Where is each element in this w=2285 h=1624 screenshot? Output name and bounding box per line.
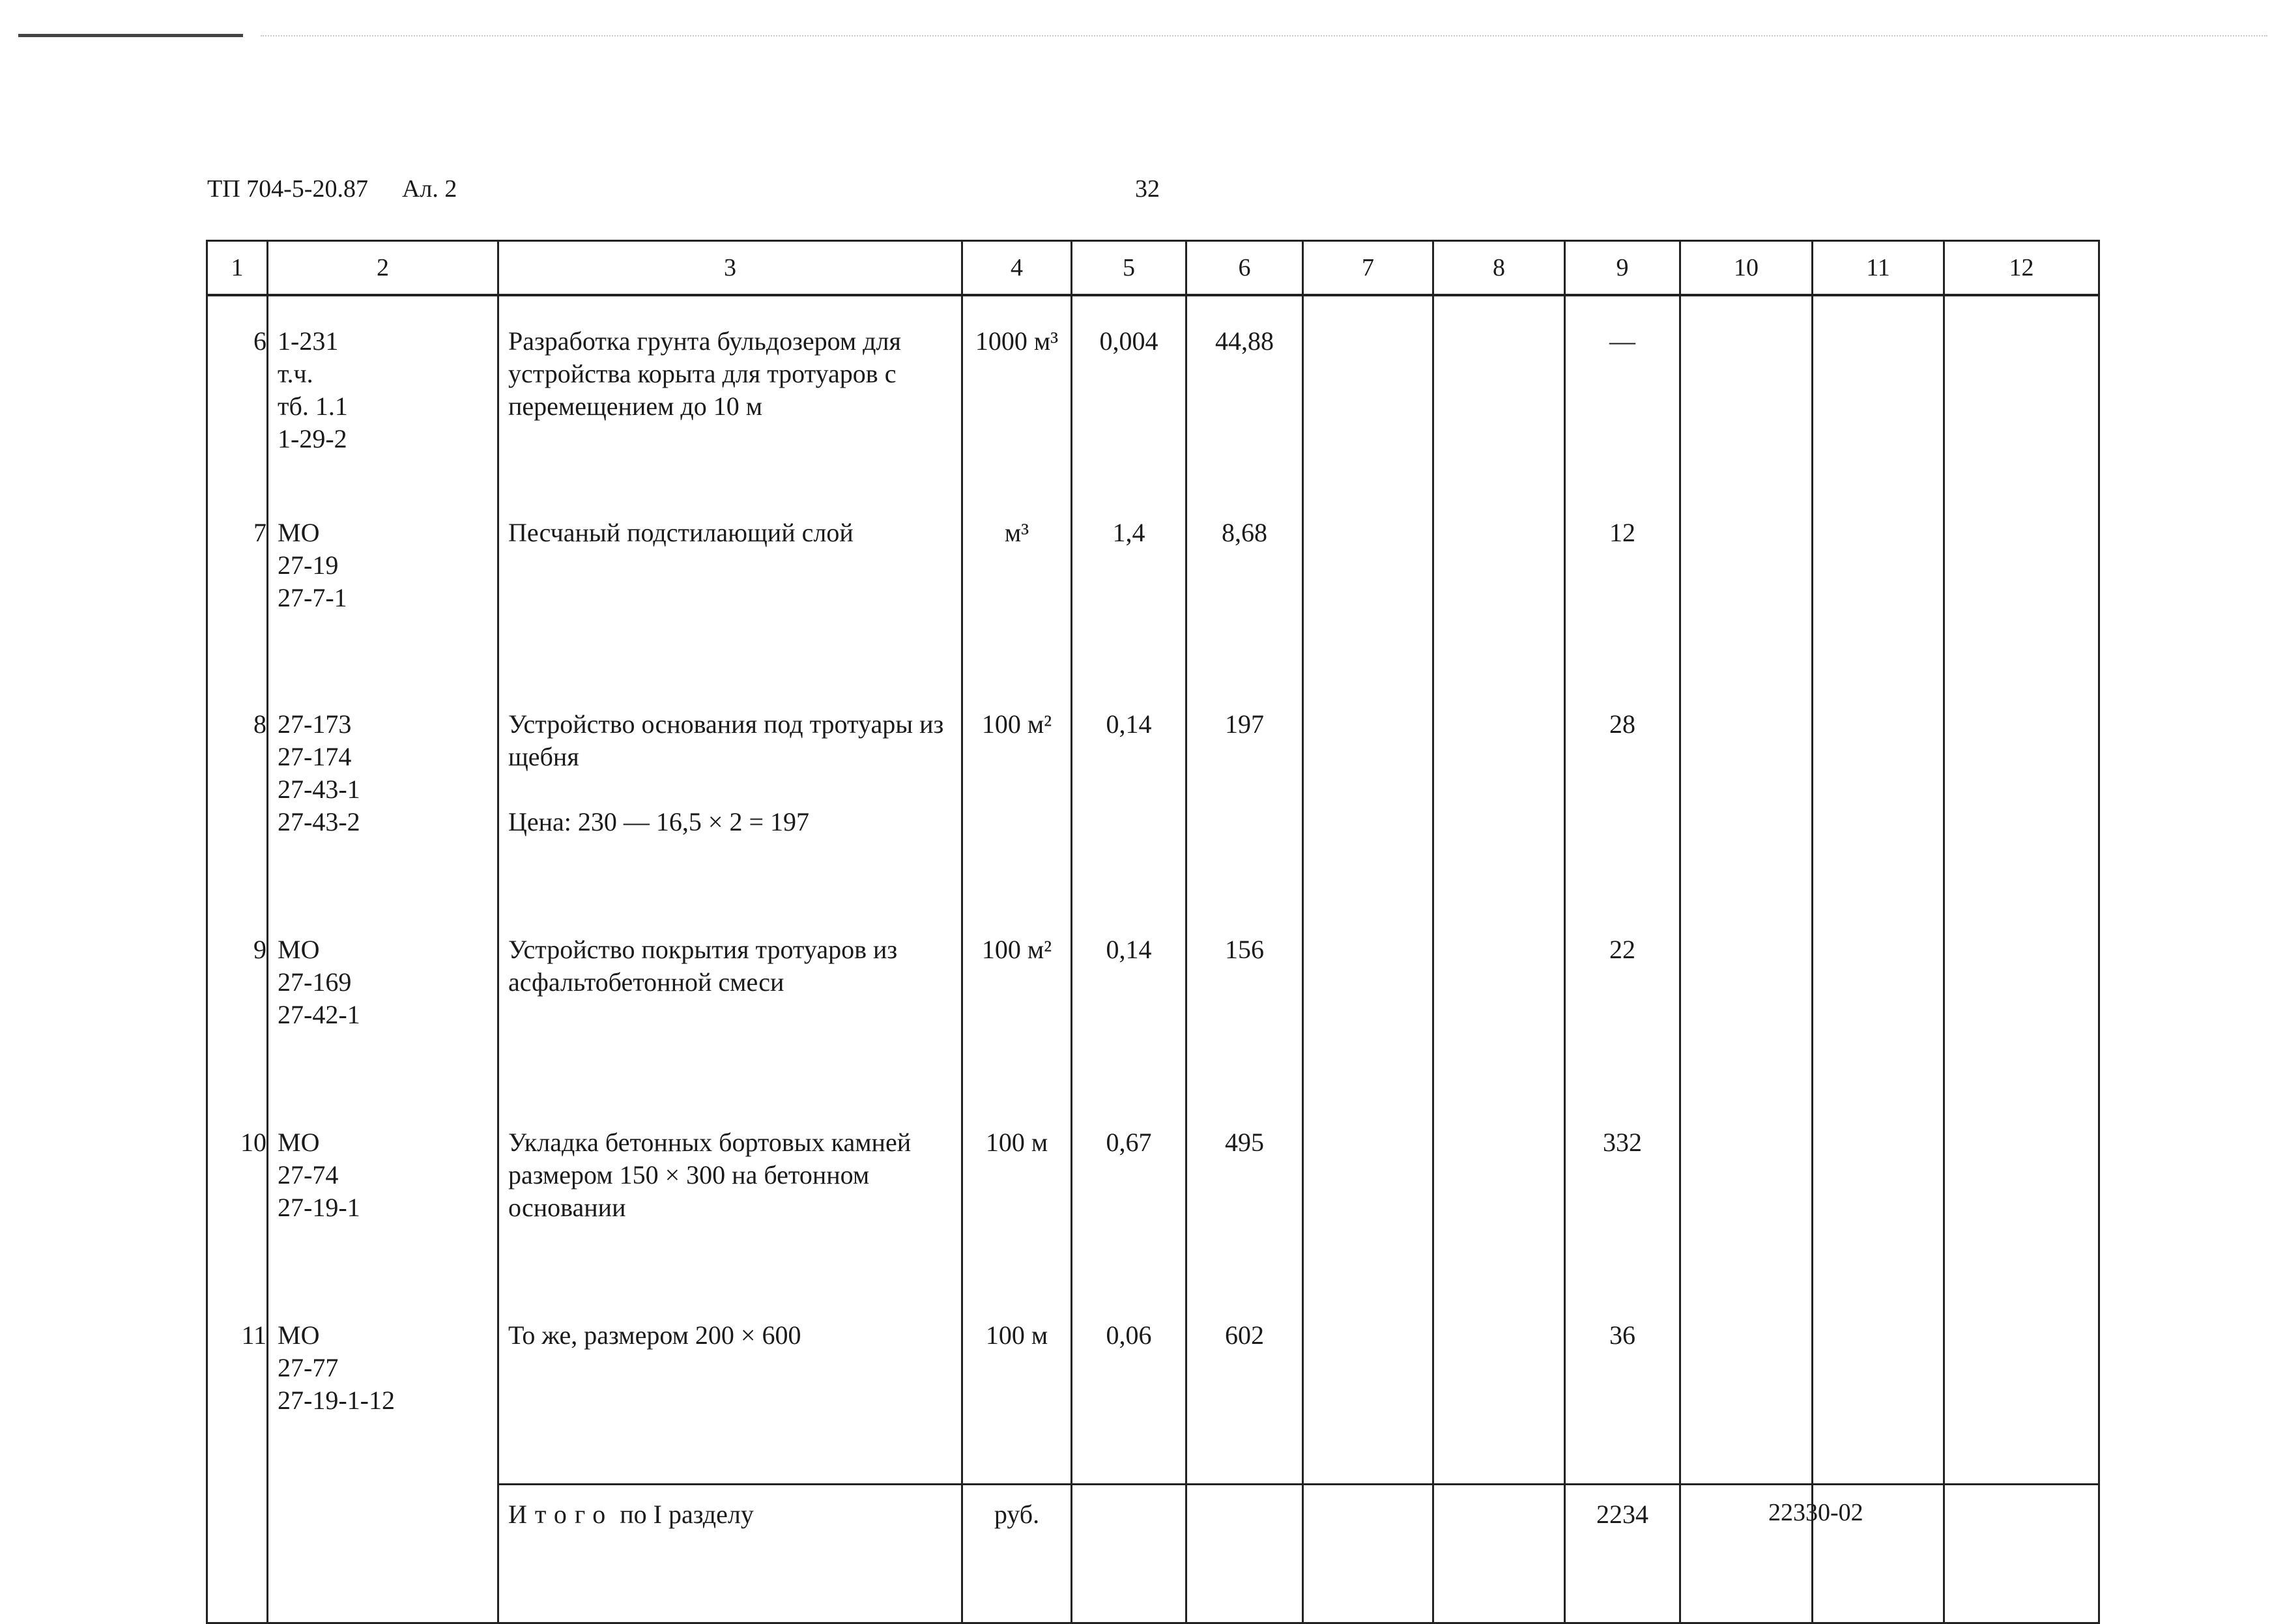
total-col12 <box>1944 1485 2099 1623</box>
row-description-text: Устройство покрытия тротуаров из асфальтобетонной смеси <box>508 935 898 997</box>
row-unit: 100 м <box>962 1290 1072 1485</box>
row-col7 <box>1303 488 1433 679</box>
total-label-rest: по I разделу <box>620 1500 754 1529</box>
row-description <box>498 488 962 679</box>
row-description <box>498 1098 962 1290</box>
total-unit: руб. <box>962 1485 1072 1623</box>
row-description <box>498 1290 962 1485</box>
row-col9: 28 <box>1565 679 1680 905</box>
row-col11 <box>1813 679 1944 905</box>
row-col12 <box>1944 488 2099 679</box>
row-col10 <box>1680 295 1813 488</box>
document-header <box>207 175 491 203</box>
total-sum: 2234 <box>1565 1485 1680 1623</box>
row-col12 <box>1944 905 2099 1098</box>
row-number: 6 <box>207 295 268 488</box>
col-number-2: 2 <box>268 241 498 296</box>
row-unit: 100 м <box>962 1098 1072 1290</box>
row-price: 197 <box>1186 679 1303 905</box>
total-col8 <box>1433 1485 1565 1623</box>
table-row <box>207 679 2099 905</box>
table-row <box>207 905 2099 1098</box>
row-col8 <box>1433 679 1565 905</box>
row-col11 <box>1813 488 1944 679</box>
row-code: 1-231 т.ч. тб. 1.1 1-29-2 <box>268 295 498 488</box>
row-col10 <box>1680 905 1813 1098</box>
row-description <box>498 905 962 1098</box>
total-col6 <box>1186 1485 1303 1623</box>
col-number-5: 5 <box>1072 241 1186 296</box>
row-description-text: Разработка грунта бульдозером для устройства корыта для тротуаров с перемещением до 10 м <box>508 326 901 421</box>
row-price: 156 <box>1186 905 1303 1098</box>
col-number-11: 11 <box>1813 241 1944 296</box>
col-number-8: 8 <box>1433 241 1565 296</box>
row-number: 7 <box>207 488 268 679</box>
doc-code: ТП 704-5-20.87 <box>207 175 368 203</box>
row-col11 <box>1813 905 1944 1098</box>
total-col5 <box>1072 1485 1186 1623</box>
row-number: 10 <box>207 1098 268 1290</box>
scan-artifact-dots <box>261 35 2267 36</box>
row-col8 <box>1433 295 1565 488</box>
row-quantity: 0,004 <box>1072 295 1186 488</box>
row-description-text: Укладка бетонных бортовых камней размером 150 × 300 на бетонном основании <box>508 1128 912 1222</box>
row-price: 495 <box>1186 1098 1303 1290</box>
row-price: 44,88 <box>1186 295 1303 488</box>
row-unit: м³ <box>962 488 1072 679</box>
row-description-text: Песчаный подстилающий слой <box>508 518 854 547</box>
row-price: 8,68 <box>1186 488 1303 679</box>
row-quantity: 0,14 <box>1072 905 1186 1098</box>
row-number: 11 <box>207 1290 268 1485</box>
total-label <box>498 1485 962 1623</box>
row-col10 <box>1680 1098 1813 1290</box>
col-number-9: 9 <box>1565 241 1680 296</box>
row-quantity: 0,14 <box>1072 679 1186 905</box>
row-col11 <box>1813 295 1944 488</box>
row-code: МО 27-19 27-7-1 <box>268 488 498 679</box>
row-unit: 100 м² <box>962 905 1072 1098</box>
album-label: Ал. 2 <box>401 175 457 203</box>
row-quantity: 1,4 <box>1072 488 1186 679</box>
row-description-text: Устройство основания под тротуары из щебня <box>508 709 944 771</box>
table-row <box>207 1098 2099 1290</box>
row-col12 <box>1944 1290 2099 1485</box>
total-empty-num <box>207 1485 268 1623</box>
row-col11 <box>1813 1098 1944 1290</box>
row-col9: 22 <box>1565 905 1680 1098</box>
total-label-spaced: Итого <box>508 1500 614 1529</box>
row-col7 <box>1303 1098 1433 1290</box>
row-price-note: Цена: 230 — 16,5 × 2 = 197 <box>508 807 810 836</box>
col-number-6: 6 <box>1186 241 1303 296</box>
row-col9: 12 <box>1565 488 1680 679</box>
row-col8 <box>1433 488 1565 679</box>
row-unit: 100 м² <box>962 679 1072 905</box>
row-description <box>498 295 962 488</box>
col-number-12: 12 <box>1944 241 2099 296</box>
row-price: 602 <box>1186 1290 1303 1485</box>
total-empty-code <box>268 1485 498 1623</box>
estimate-table <box>206 240 2100 1624</box>
row-col9: 332 <box>1565 1098 1680 1290</box>
row-col12 <box>1944 1098 2099 1290</box>
row-col10 <box>1680 1290 1813 1485</box>
col-number-3: 3 <box>498 241 962 296</box>
row-code: МО 27-74 27-19-1 <box>268 1098 498 1290</box>
row-col8 <box>1433 1290 1565 1485</box>
row-col11 <box>1813 1290 1944 1485</box>
col-number-7: 7 <box>1303 241 1433 296</box>
row-description <box>498 679 962 905</box>
table-row <box>207 488 2099 679</box>
row-col7 <box>1303 679 1433 905</box>
col-number-4: 4 <box>962 241 1072 296</box>
row-col10 <box>1680 488 1813 679</box>
row-col8 <box>1433 1098 1565 1290</box>
row-col7 <box>1303 905 1433 1098</box>
total-col7 <box>1303 1485 1433 1623</box>
row-col9: 36 <box>1565 1290 1680 1485</box>
row-code: МО 27-77 27-19-1-12 <box>268 1290 498 1485</box>
row-col7 <box>1303 1290 1433 1485</box>
column-number-row <box>207 241 2099 296</box>
row-quantity: 0,06 <box>1072 1290 1186 1485</box>
row-col9: — <box>1565 295 1680 488</box>
table-row <box>207 295 2099 488</box>
col-number-10: 10 <box>1680 241 1813 296</box>
row-col7 <box>1303 295 1433 488</box>
document-number: 22330-02 <box>1768 1499 1863 1526</box>
table-row <box>207 1290 2099 1485</box>
row-number: 8 <box>207 679 268 905</box>
row-col12 <box>1944 679 2099 905</box>
row-unit: 1000 м³ <box>962 295 1072 488</box>
row-code: 27-173 27-174 27-43-1 27-43-2 <box>268 679 498 905</box>
row-col12 <box>1944 295 2099 488</box>
col-number-1: 1 <box>207 241 268 296</box>
row-col8 <box>1433 905 1565 1098</box>
row-col10 <box>1680 679 1813 905</box>
row-number: 9 <box>207 905 268 1098</box>
row-code: МО 27-169 27-42-1 <box>268 905 498 1098</box>
row-description-text: То же, размером 200 × 600 <box>508 1320 801 1350</box>
page-number: 32 <box>1135 175 1160 203</box>
row-quantity: 0,67 <box>1072 1098 1186 1290</box>
scan-artifact-line <box>18 34 243 37</box>
